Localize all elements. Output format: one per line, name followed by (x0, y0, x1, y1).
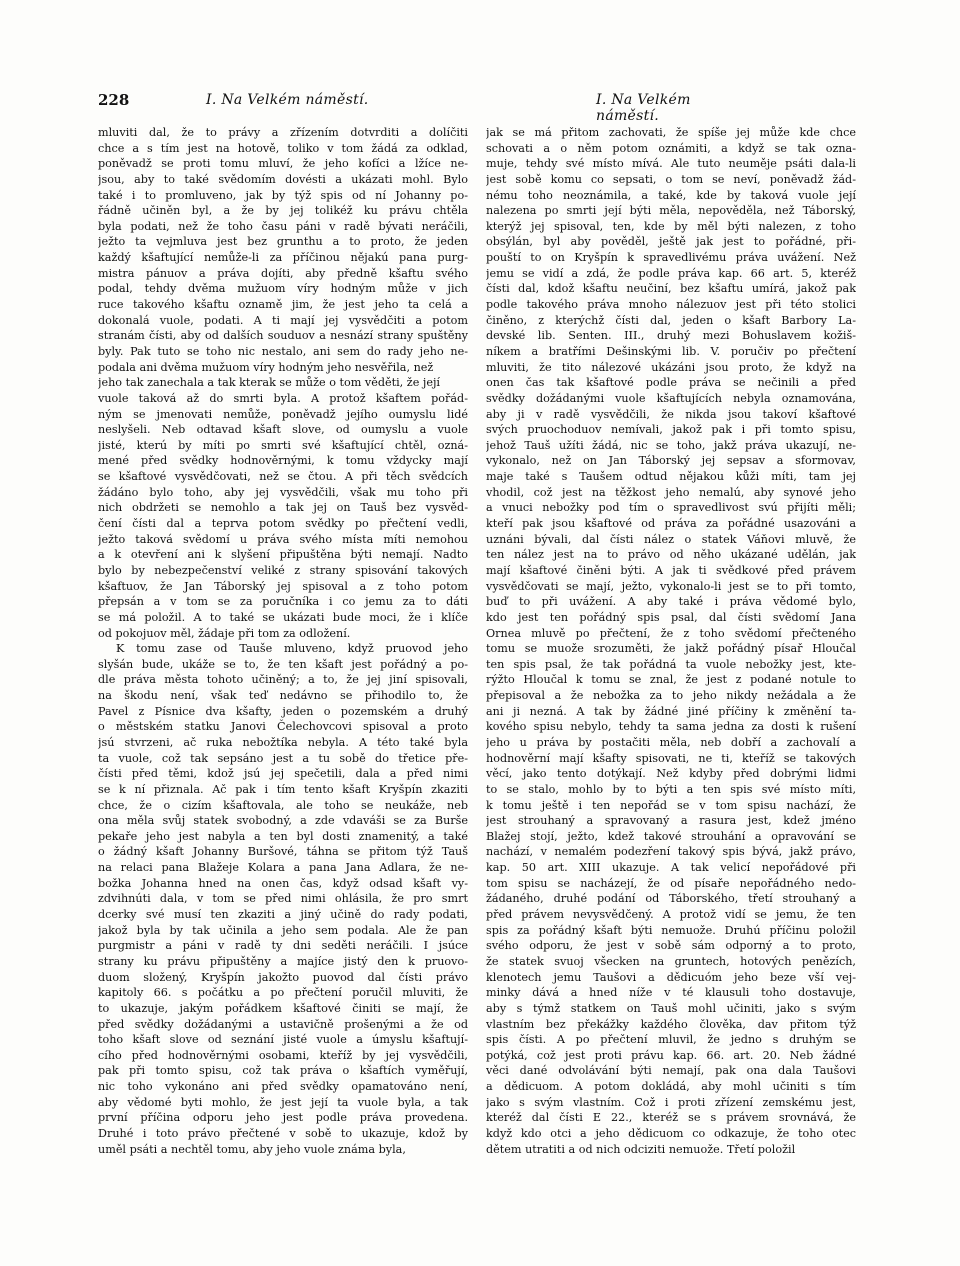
text-line: tom spisu se nacházejí, že od písaře nepořádného nedo- (486, 876, 856, 890)
text-line: Ornea mluvě po přečtení, že z toho svědomí přečteného (486, 626, 856, 640)
text-line: podala ani dvěma mužuom víry hodným jeho nesvěřila, než (98, 360, 434, 374)
text-line: pekaře jeho jest nabyla a ten byl dosti znamenitý, a také (98, 829, 468, 843)
text-line: ten nález jest na to právo od něho ukázané udělán, jak (486, 548, 856, 562)
text-line: dle práva města tohoto učiněný; a to, že jej jiní spisovali, (98, 673, 468, 687)
text-line: mají kšaftové činěni býti. A jak ti svědkové před právem (486, 563, 856, 577)
text-line: neslyšeli. Neb odtavad kšaft slove, od oumyslu a vuole (98, 423, 468, 437)
text-line: níkem a bratřími Dešinskými lib. V. poručiv po přečtení (486, 344, 856, 358)
text-line: také i to promluveno, jak by týž spis od ní Johanny po- (98, 188, 468, 202)
text-line: uznáni bývali, dal čísti nález o statek Váňovi mluvě, že (486, 532, 856, 546)
text-line: onen čas tak kšaftové podle práva se nečinili a před (486, 376, 856, 390)
text-line: ruce takového kšaftu oznamě jim, že jest jeho ta celá a (98, 298, 468, 312)
text-line: tomu se muože srozuměti, že jakž pořádný písař Hloučal (486, 642, 856, 656)
left-text-column (98, 125, 468, 1245)
text-line: to ukazuje, jakým pořádkem kšaftové činiti se mají, že (98, 1001, 468, 1015)
text-line: jisté, kterú by míti po smrti své kšaftující chtěl, ozná- (98, 438, 468, 452)
text-line: podle takového práva mnoho nálezuov jest při této stolici (486, 298, 856, 312)
text-line: čení čísti dal a teprva potom svědky po přečtení vedli, (98, 517, 468, 531)
text-line: byly. Pak tuto se toho nic nestalo, ani sem do rady jeho ne- (98, 344, 468, 358)
text-line: přepisoval a že nebožka za to jeho nikdy nežádala a že (486, 689, 856, 703)
text-line: chce a s tím jest na hotově, toliko v tom žádá za odklad, (98, 141, 468, 155)
text-line: podal, tehdy dvěma mužuom víry hodným může v jich (98, 282, 468, 296)
text-line: ným se jmenovati nemůže, poněvadž jejího oumyslu lidé (98, 407, 468, 421)
text-line: obsýlán, byl aby pověděl, ještě jak jest to pořádné, při- (486, 235, 856, 249)
text-line: kapitoly 66. s počátku a po přečtení poručil mluviti, že (98, 986, 468, 1000)
text-line: se kšaftové vysvědčovati, než se čtou. A při těch svědcích (98, 470, 468, 484)
text-line: na škodu není, však teď nedávno se přihodilo to, že (98, 689, 468, 703)
text-line: od pokojuov měl, žádaje při tom za odložení. (98, 626, 351, 640)
text-line: aby s týmž statkem on Tauš mohl učiniti, jako s svým (486, 1001, 856, 1015)
text-line: aby ji v radě vysvědčili, že nikda jsou takoví kšaftové (486, 407, 856, 421)
text-line: kteří pak jsou kšaftové od práva za pořádné usazováni a (486, 517, 856, 531)
text-line: strany ku právu připuštěny a majíce jistý den k pruovo- (98, 954, 468, 968)
text-line: kového spisu nebylo, tehdy ta sama jedna za dosti k rušení (486, 720, 856, 734)
text-line: že statek svuoj všecken na gruntech, hotových penězích, (486, 954, 856, 968)
text-line: jest strouhaný a spravovaný a rasura jest, kdež jméno (486, 814, 856, 828)
text-line: vykonalo, než on Jan Táborský jej sepsav a sformovav, (486, 454, 856, 468)
text-line: bylo by nebezpečenství veliké z strany spisování takových (98, 563, 468, 577)
text-line: jeho u práva by postačiti měla, neb dobří a zachovalí a (486, 735, 856, 749)
text-line: minky dává a hned níže v té klausuli toho dostavuje, (486, 986, 856, 1000)
text-line: ten spis psal, že tak pořádná ta vuole nebožky jest, kte- (486, 657, 856, 671)
running-title-right: I. Na Velkém náměstí. (596, 92, 691, 124)
right-text-column (486, 125, 856, 1245)
text-line: nému toho neoznámila, a také, kde by taková vuole její (486, 188, 856, 202)
text-line: buď to při uvážení. A aby také i práva vědomé bylo, (486, 595, 856, 609)
text-line: věcí, jako tento dotýkají. Než kdyby před dobrými lidmi (486, 767, 856, 781)
text-line: rýžto Hloučal k tomu se znal, že jest z podané notule to (486, 673, 856, 687)
text-line: na relaci pana Blažeje Kolara a pana Jana Adlara, že ne- (98, 861, 468, 875)
text-line: spis čísti. A po přečtení mluvil, že jedno s druhým se (486, 1033, 856, 1047)
text-line: nalezena po smrti její býti měla, nepověděla, než Táborský, (486, 204, 856, 218)
text-line: mené před svědky hodnověrnými, k tomu vždycky mají (98, 454, 468, 468)
text-line: jsú stvrzeni, ač ruka nebožtíka nebyla. A této také byla (98, 735, 468, 749)
text-line: stranám čísti, aby od dalších souduov a nesnází strany spuštěny (98, 329, 468, 343)
text-line: vysvědčovati se mají, ježto, vykonalo-li jest se to při tomto, (486, 579, 856, 593)
text-line: jemu se vidí a zdá, že podle práva kap. 66 art. 5, kteréž (486, 266, 856, 280)
text-line: vuole taková až do smrti byla. A protož kšaftem pořád- (98, 391, 468, 405)
text-line: jako s svým vlastním. Což i proti zřízení zemskému jest, (486, 1095, 856, 1109)
text-line: čísti dal, kdož kšaftu neučiní, bez kšaftu umírá, jakož pak (486, 282, 856, 296)
running-title-left: I. Na Velkém náměstí. (206, 92, 369, 108)
text-line: a k otevření ani k slyšení připuštěna býti nemají. Nadto (98, 548, 468, 562)
text-line: se k ní přiznala. Ač pak i tím tento kšaft Kryšpín zkaziti (98, 782, 468, 796)
text-line: toho kšaft slove od seznání jisté vuole a úmyslu kšaftují- (98, 1033, 468, 1047)
text-line: svého odporu, že jest v sobě sám odporný a to proto, (486, 939, 856, 953)
text-line: purgmistr a páni v radě ty dni seděti neráčili. I jsúce (98, 939, 468, 953)
text-line: dokonalá vuole, podati. A ti mají jej vysvědčiti a potom (98, 313, 468, 327)
text-line: řádně učiněn byl, a že by jej tolikéž ku právu chtěla (98, 204, 468, 218)
text-line: duom složený, Kryšpín jakožto puovod dal čísti právo (98, 970, 468, 984)
text-line: nic toho vykonáno ani před svědky opamatováno není, (98, 1080, 468, 1094)
text-line: čísti před těmi, kdož jsú jej spečetili, dala a před nimi (98, 767, 468, 781)
text-line: nachází, v nemalém podezření takový spis bývá, jakž právo, (486, 845, 856, 859)
text-line: žádáno bylo toho, aby jej vysvědčili, však mu toho při (98, 485, 468, 499)
text-line: poněvadž se proti tomu mluví, že jeho kofíci a lžíce ne- (98, 157, 468, 171)
text-line: ta vuole, což tak sepsáno jest a tu sobě do třetice pře- (98, 751, 468, 765)
text-line: kdo jest ten pořádný spis psal, dal čísti svědomí Jana (486, 610, 856, 624)
text-line: každý kšaftující nemůže-li za příčinou nějakú pana purg- (98, 251, 468, 265)
text-line: dcerky své musí ten zkaziti a jiný učině do rady podati, (98, 908, 468, 922)
text-line: maje také s Taušem odtud nějakou kůži míti, tam jej (486, 470, 856, 484)
text-line: svých pruochoduov nemívali, jakož pak i při tomto spisu, (486, 423, 856, 437)
text-line: jehož Tauš užíti žádá, nic se toho, jakž práva ukazují, ne- (486, 438, 856, 452)
text-line: kteréž dal čísti E 22., kteréž se s právem srovnává, že (486, 1111, 856, 1125)
text-line: před svědky dožádanými a ustavičně prošenými a že od (98, 1017, 468, 1031)
text-line: přepsán a v tom se za poručníka i co jemu za to dáti (98, 595, 468, 609)
text-line: kterýž jej spisoval, ten, kde by měl býti nalezen, z toho (486, 219, 856, 233)
text-line: uměl psáti a nechtěl tomu, aby jeho vuole známa byla, (98, 1142, 406, 1156)
text-line: a dědicuom. A potom dokládá, aby mohl učiniti s tím (486, 1080, 856, 1094)
text-line: pak při tomto spisu, což tak práva o kšaftích vyměřují, (98, 1064, 468, 1078)
text-line: před právem nevysvědčený. A protož vidí se jemu, že ten (486, 908, 856, 922)
text-line: spis za pořádný kšaft býti nemuože. Druhú příčinu položil (486, 923, 856, 937)
text-line: ani ji nezná. A tak by žádné jiné příčiny k změnění ta- (486, 704, 856, 718)
text-line: K tomu zase od Tauše mluveno, když pruovod jeho (116, 642, 468, 656)
text-line: kap. 50 art. XIII ukazuje. A tak velicí nepořádové při (486, 861, 856, 875)
text-line: vlastním bez překážky každého člověka, dav přitom týž (486, 1017, 856, 1031)
text-line: chce, že o cizím kšaftovala, ale toho se neukáže, neb (98, 798, 468, 812)
text-line: slyšán bude, ukáže se to, že ten kšaft jest pořádný a po- (98, 657, 468, 671)
text-line: aby vědomé byti mohlo, že jest její ta vuole byla, a tak (98, 1095, 468, 1109)
text-line: jsou, aby to také svědomím dovésti a ukázati mohl. Bylo (98, 172, 468, 186)
text-line: zdvihnúti dala, v tom se před nimi ohlásila, že pro smrt (98, 892, 468, 906)
text-line: muje, tehdy své místo mívá. Ale tuto neuměje psáti dala-li (486, 157, 856, 171)
text-line: o městském statku Janovi Čelechovcovi spisoval a proto (98, 720, 468, 734)
text-line: mluviti, že tito nálezové ukázáni jsou proto, že když na (486, 360, 856, 374)
text-line: to se stalo, mohlo by to býti a ten spis své místo míti, (486, 782, 856, 796)
text-line: první příčina odporu jeho jest podle práva provedena. (98, 1111, 468, 1125)
text-line: o žádný kšaft Johanny Buršové, táhna se přitom týž Tauš (98, 845, 468, 859)
text-line: dětem utratiti a od nich odciziti nemuože. Třetí položil (486, 1142, 796, 1156)
text-line: pouští to on Kryšpín k spravedlivému práva uvážení. Než (486, 251, 856, 265)
text-line: nich obdržeti se nemohlo a tak jej on Tauš bez vysvěd- (98, 501, 468, 515)
text-line: hodnověrní mají kšafty spisovati, ne ti, kteříž se takových (486, 751, 856, 765)
text-line: ona měla svůj statek svobodný, a zde vdaváši se za Burše (98, 814, 468, 828)
text-line: jeho tak zanechala a tak kterak se může o tom věděti, že její (98, 376, 441, 390)
text-line: k tomu ještě i ten nepořád se v tom spisu nachází, že (486, 798, 856, 812)
text-line: cího před hodnověrnými osobami, kteříž by jej vysvědčili, (98, 1048, 468, 1062)
text-line: božka Johanna hned na onen čas, když odsad kšaft vy- (98, 876, 468, 890)
text-line: mistra pánuov a práva dojíti, aby předně kšaftu svého (98, 266, 468, 280)
text-line: schovati a o něm potom oznámiti, a když se tak ozna- (486, 141, 856, 155)
text-line: jak se má přitom zachovati, že spíše jej může kde chce (486, 126, 856, 139)
text-line: byla podati, než že toho času páni v radě bývati neráčili, (98, 219, 468, 233)
text-line: se má položil. A to také se ukázati bude moci, že i klíče (98, 610, 468, 624)
text-line: devské lib. Senten. III., druhý mezi Bohuslavem kožiš- (486, 329, 856, 343)
text-line: kšaftuov, že Jan Táborský jej spisoval a z toho potom (98, 579, 468, 593)
text-line: svědky dožádanými vuole kšaftujících nebyla oznamována, (486, 391, 856, 405)
text-line: činěno, z kterýchž čísti dal, jeden o kšaft Barbory La- (486, 313, 856, 327)
text-line: věci dané odvolávání býti nemají, pak ona dala Taušovi (486, 1064, 856, 1078)
text-line: potýká, což jest proti právu kap. 66. art. 20. Neb žádné (486, 1048, 856, 1062)
text-line: a vnuci nebožky pod tím o spravedlivost svú přijíti měli; (486, 501, 856, 515)
text-line: jest sobě komu co sepsati, o tom se neví, poněvadž žád- (486, 172, 856, 186)
text-line: jakož byla by tak učinila a jeho sem podala. Ale že pan (98, 923, 468, 937)
text-line: ježto ta vejmluva jest bez grunthu a to proto, že jeden (98, 235, 468, 249)
text-line: Pavel z Písnice dva kšafty, jeden o pozemském a druhý (98, 704, 468, 718)
text-line: když kdo otci a jeho dědicuom co odkazuje, že toho otec (486, 1127, 856, 1140)
text-line: žádaného, druhé podání od Táborského, třetí strouhaný a (486, 892, 856, 906)
text-line: vhodil, což jest na těžkost jeho nemalú, aby synové jeho (486, 485, 856, 499)
text-line: mluviti dal, že to právy a zřízením dotvrditi a dolíčiti (98, 126, 468, 139)
text-line: Blažej stojí, ježto, kdež takové strouhání a opravování se (486, 829, 856, 843)
page-header (98, 91, 758, 124)
text-line: ježto taková svědomí u práva svého místa míti nemohou (98, 532, 468, 546)
page-number: 228 (98, 91, 130, 109)
text-line: Druhé i toto právo přečtené v sobě to ukazuje, kdož by (98, 1127, 468, 1140)
text-line: klenotech jemu Taušovi a dědicuóm jeho beze vší vej- (486, 970, 856, 984)
